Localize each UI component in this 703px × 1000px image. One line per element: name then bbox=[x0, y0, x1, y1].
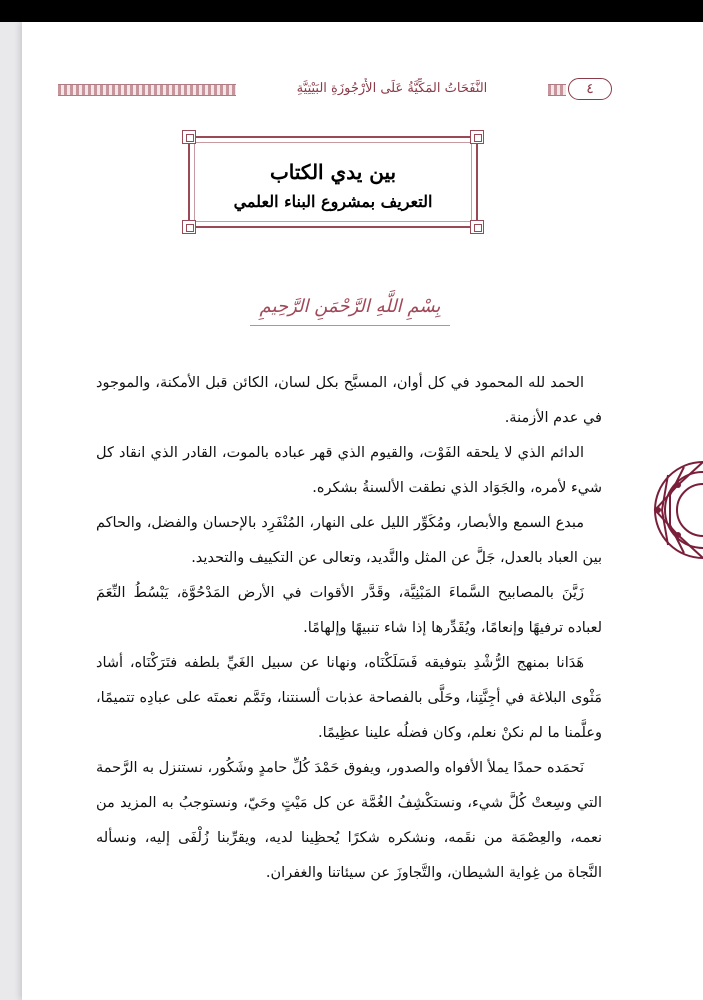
page-header bbox=[58, 78, 614, 100]
chapter-title: بين يدي الكتاب bbox=[269, 160, 397, 184]
body-text bbox=[96, 366, 602, 891]
basmala-calligraphy: بِسْمِ اللَّهِ الرَّحْمَنِ الرَّحِيمِ bbox=[230, 296, 470, 328]
corner-ornament-icon bbox=[470, 220, 484, 234]
chapter-subtitle: التعريف بمشروع البناء العلمي bbox=[233, 192, 433, 211]
corner-ornament-icon bbox=[182, 220, 196, 234]
paragraph: زَيَّنَ بالمصابيح السَّماءَ المَبْنِيَّة، وقَدَّر الأقوات في الأرض المَدْحُوَّة، يَبْسُطُ النِّعَمَ لعباده ترفيهًا وإنعامًا، ويُقَدِّرها إذا شاء تنبيهًا وإلهامًا. bbox=[96, 585, 602, 636]
paragraph: الدائم الذي لا يلحقه الفَوْت، والقيوم الذي قهر عباده بالموت، القادر الذي انقاد كل شيء لأمره، والجَوَاد الذي نطقت الألسنةُ بشكره. bbox=[96, 445, 602, 496]
corner-ornament-icon bbox=[182, 130, 196, 144]
rosette-ornament-icon bbox=[648, 455, 703, 565]
paragraph: هَدَانا بمنهج الرُّشْدِ بتوفيقه فَسَلَكْنَاه، ونهانا عن سبيل الغَيِّ بلطفه فتَرَكْنَاه، أشاد مَثْوى البلاغة في أجِنَّتِنا، وحَلَّى بالفصاحة عذبات ألسنتنا، وتَمَّم نعمتَه على عبادِه تتميمًا، وعلَّمنا ما لم نكنْ نعلم، وكان فضلُه علينا عظِيمًا. bbox=[96, 655, 602, 741]
corner-ornament-icon bbox=[470, 130, 484, 144]
paragraph: مبدع السمع والأبصار، ومُكَوِّر الليل على النهار، المُنْفَرِد بالإحسان والفضل، والحاكم بين العباد بالعدل، جَلَّ عن المثل والنَّديد، وتعالى عن التكييف والتحديد. bbox=[96, 515, 602, 566]
paragraph: الحمد لله المحمود في كل أوان، المسبَّح بكل لسان، الكائن قبل الأمكنة، والموجود في عدم الأزمنة. bbox=[96, 375, 602, 426]
top-bar bbox=[0, 0, 703, 22]
header-ornament-band bbox=[58, 84, 236, 96]
page-number: ٤ bbox=[568, 78, 612, 100]
paragraph: نَحمَده حمدًا يملأ الأفواه والصدور، ويفوق حَمْدَ كُلِّ حامدٍ وشَكُور، نستنزل به الرَّحمة التي وسِعتْ كُلَّ شيء، ونستكْشِفُ الغُمَّة عن كل مَيْتٍ وحَيّ، ونستوجبُ به المزيد من نعمه، والعِصْمَة من نقَمه، ونشكره شكرًا يُحظِينا لديه، ويقرِّبنا زُلْفَى إليه، ونسأله النَّجاة من غِواية الشيطان، والتَّجاوزَ عن سيئاتنا والغفران. bbox=[96, 760, 602, 881]
header-title: النَّفَحَاتُ المَكِّيَّةُ عَلَى الأُرْجُوزَةِ البَيْتِيَّةِ bbox=[296, 81, 488, 96]
chapter-title-box bbox=[182, 130, 484, 234]
header-ornament-band-right bbox=[548, 84, 566, 96]
